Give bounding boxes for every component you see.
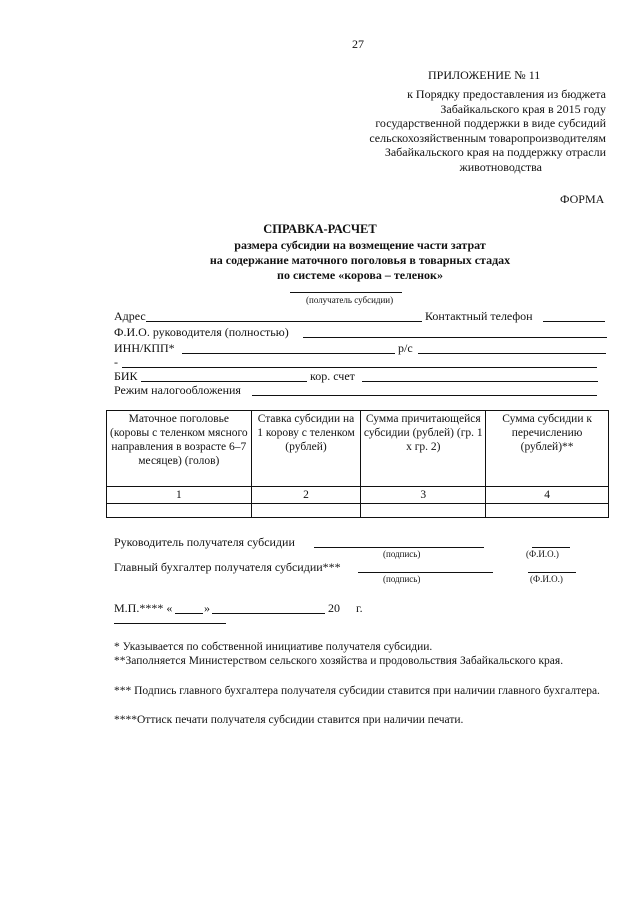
footnote: **Заполняется Министерством сельского хозяйства и продовольствия Забайкальского края. xyxy=(114,655,564,667)
footnote: *** Подпись главного бухгалтера получателя субсидии ставится при наличии главного бухгалтера. xyxy=(114,685,600,697)
table-number-cell: 3 xyxy=(361,487,486,504)
head-signature-field[interactable] xyxy=(314,547,484,548)
head-name-sign-field[interactable] xyxy=(532,547,570,548)
appendix-line: Забайкальского края в 2015 году xyxy=(440,101,606,116)
head-name-field[interactable] xyxy=(303,337,607,338)
recipient-line[interactable] xyxy=(290,292,402,293)
appendix-line: сельскохозяйственным товаропроизводителям xyxy=(369,130,606,145)
address-field[interactable] xyxy=(146,321,422,322)
accountant-name-caption: (Ф.И.О.) xyxy=(530,574,563,584)
phone-label: Контактный телефон xyxy=(425,309,533,323)
subtitle-line: на содержание маточного поголовья в товарных стадах xyxy=(209,253,511,267)
stamp-prefix: М.П.**** « xyxy=(114,601,173,615)
head-signature-label: Руководитель получателя субсидии xyxy=(114,535,295,549)
recipient-caption: (получатель субсидии) xyxy=(306,295,394,305)
head-name-label: Ф.И.О. руководителя (полностью) xyxy=(114,325,289,339)
address-label: Адрес xyxy=(114,309,146,323)
document-subtitle xyxy=(0,238,640,283)
footnote-separator xyxy=(114,623,226,624)
tax-regime-label: Режим налогообложения xyxy=(114,383,241,397)
table-number-row xyxy=(107,487,609,504)
subtitle-line: размера субсидии на возмещение части затрат xyxy=(234,238,486,252)
footnote: * Указывается по собственной инициативе получателя субсидии. xyxy=(114,641,433,653)
appendix-text xyxy=(369,87,606,175)
account-label: р/с xyxy=(398,341,413,355)
footnote: ****Оттиск печати получателя субсидии ставится при наличии печати. xyxy=(114,714,464,726)
account-field[interactable] xyxy=(418,353,606,354)
stamp-month-field[interactable] xyxy=(212,613,325,614)
accountant-sign-caption: (подпись) xyxy=(383,574,421,584)
table-number-cell: 2 xyxy=(251,487,361,504)
subsidy-table xyxy=(106,410,609,518)
appendix-title: ПРИЛОЖЕНИЕ № 11 xyxy=(428,68,541,82)
table-data-cell[interactable] xyxy=(486,504,609,518)
tax-regime-field[interactable] xyxy=(252,395,597,396)
corr-account-field[interactable] xyxy=(362,381,598,382)
table-number-cell: 1 xyxy=(107,487,252,504)
table-header-cell: Сумма причитающейся субсидии (рублей) (гр. 1 х гр. 2) xyxy=(361,411,486,487)
phone-field[interactable] xyxy=(543,321,605,322)
appendix-line: государственной поддержки в виде субсидий xyxy=(375,116,606,131)
appendix-line: к Порядку предоставления из бюджета xyxy=(407,87,606,101)
bik-label: БИК xyxy=(114,369,138,383)
head-name-caption: (Ф.И.О.) xyxy=(526,549,559,559)
table-data-cell[interactable] xyxy=(251,504,361,518)
appendix-line: Забайкальского края на поддержку отрасли xyxy=(384,145,606,160)
accountant-name-field[interactable] xyxy=(528,572,576,573)
subtitle-line: по системе «корова – теленок» xyxy=(277,268,443,282)
page-number: 27 xyxy=(352,37,364,51)
stamp-day-field[interactable] xyxy=(175,613,203,614)
table-data-row xyxy=(107,504,609,518)
accountant-signature-field[interactable] xyxy=(358,572,493,573)
appendix-line: животноводства xyxy=(459,159,542,174)
bik-field[interactable] xyxy=(141,381,307,382)
table-header-cell: Ставка субсидии на 1 корову с теленком (рублей) xyxy=(251,411,361,487)
table-header-row xyxy=(107,411,609,487)
table-number-cell: 4 xyxy=(486,487,609,504)
stamp-year-prefix: 20 xyxy=(328,601,340,615)
table-header-cell: Маточное поголовье (коровы с теленком мясного направления в возрасте 6–7 месяцев) (голов) xyxy=(107,411,252,487)
head-sign-caption: (подпись) xyxy=(383,549,421,559)
table-data-cell[interactable] xyxy=(361,504,486,518)
inn-field[interactable] xyxy=(182,353,395,354)
inn-label: ИНН/КПП* xyxy=(114,341,175,355)
stamp-mid: » xyxy=(204,601,210,615)
table-header-cell: Сумма субсидии к перечислению (рублей)** xyxy=(486,411,609,487)
document-title: СПРАВКА-РАСЧЕТ xyxy=(263,222,377,236)
dash-label: - xyxy=(114,355,118,369)
extra-field[interactable] xyxy=(122,367,597,368)
accountant-signature-label: Главный бухгалтер получателя субсидии*** xyxy=(114,560,341,574)
stamp-year-suffix: г. xyxy=(356,601,363,615)
corr-account-label: кор. счет xyxy=(310,369,355,383)
table-data-cell[interactable] xyxy=(107,504,252,518)
form-label: ФОРМА xyxy=(560,192,605,206)
